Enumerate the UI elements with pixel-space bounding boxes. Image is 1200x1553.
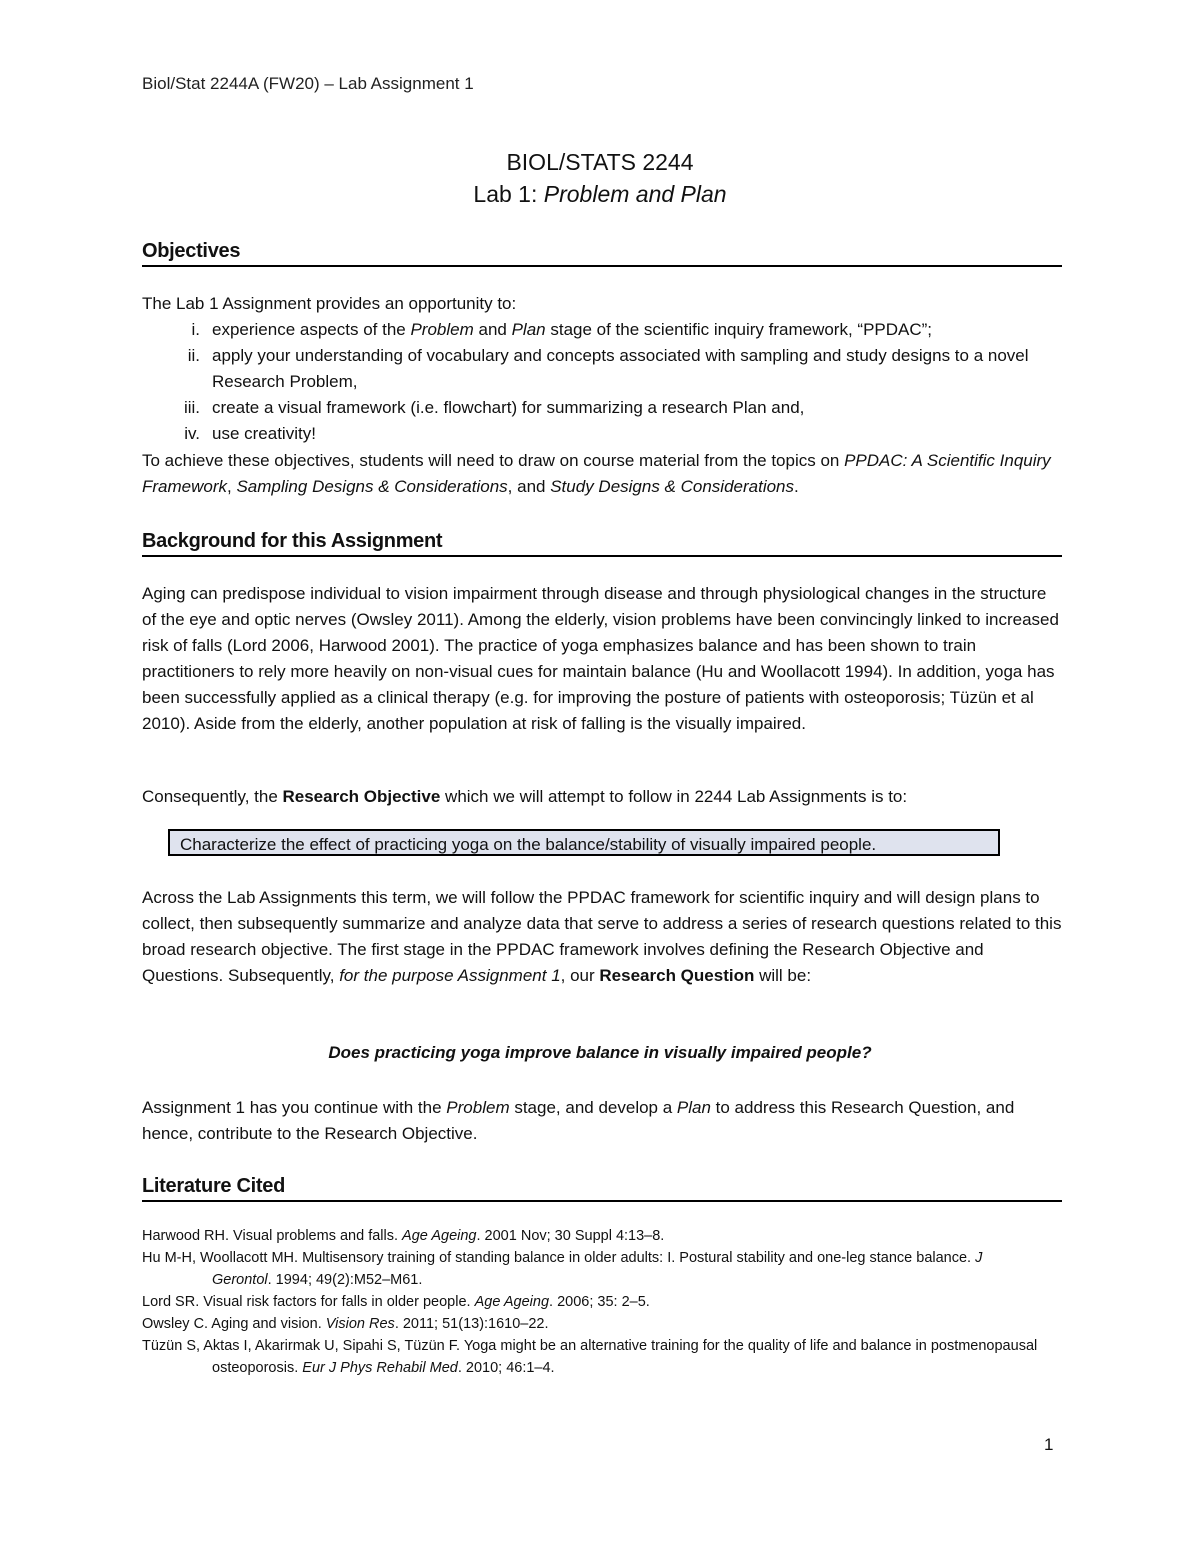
para-italic: Plan	[676, 1098, 711, 1117]
running-header: Biol/Stat 2244A (FW20) – Lab Assignment 1	[142, 74, 474, 93]
ref-text: . 2001 Nov; 30 Suppl 4:13–8.	[476, 1228, 665, 1244]
para-text: will be:	[754, 966, 812, 985]
lab-title-prefix: Lab 1:	[473, 181, 544, 207]
list-item	[142, 421, 1062, 447]
list-item-text: and	[473, 320, 512, 339]
list-item-text: create a visual framework (i.e. flowchart) for summarizing a research Plan and,	[212, 398, 805, 417]
closing-topic: Study Designs & Considerations	[550, 477, 795, 496]
closing-topic: Sampling Designs & Considerations	[236, 477, 508, 496]
list-item-number: ii.	[187, 346, 200, 365]
list-item-italic: Plan	[511, 320, 546, 339]
ref-text: Lord SR. Visual risk factors for falls in older people.	[142, 1294, 475, 1310]
reference-item	[142, 1291, 1042, 1313]
page-number: 1	[1044, 1435, 1054, 1454]
course-title: BIOL/STATS 2244	[506, 149, 694, 175]
list-item-text: apply your understanding of vocabulary and concepts associated with sampling and study designs to a novel Research Problem,	[212, 346, 1029, 391]
list-item-italic: Problem	[410, 320, 474, 339]
reference-item	[142, 1335, 1042, 1379]
para-italic: Problem	[446, 1098, 510, 1117]
objectives-heading: Objectives	[142, 240, 1062, 267]
para-text: Across the Lab Assignments this term, we will follow the PPDAC framework for scientific inquiry and will design plans to collect, then subsequently summarize and analyze data that serve to address a series of research questions related to this broad research objective. The first stage in the PPDAC framework involves defining the Research Objective and Questions. Subsequently,	[142, 888, 1062, 985]
closing-text: ,	[227, 477, 237, 496]
closing-text: To achieve these objectives, students will need to draw on course material from the topics on	[142, 451, 845, 470]
ref-journal: Age Ageing	[402, 1228, 477, 1244]
objectives-intro: The Lab 1 Assignment provides an opportunity to:	[142, 294, 517, 313]
research-question: Does practicing yoga improve balance in visually impaired people?	[328, 1043, 872, 1062]
research-objective-box: Characterize the effect of practicing yoga on the balance/stability of visually impaired people.	[168, 829, 1000, 856]
ref-journal: Eur J Phys Rehabil Med	[302, 1360, 458, 1376]
list-item	[142, 317, 1062, 343]
literature-heading: Literature Cited	[142, 1175, 1062, 1202]
ref-text: . 2006; 35: 2–5.	[549, 1294, 650, 1310]
para-text: , our	[560, 966, 600, 985]
research-objective-term: Research Objective	[282, 787, 441, 806]
background-heading: Background for this Assignment	[142, 530, 1062, 557]
objectives-closing	[142, 448, 1062, 500]
list-item-text: experience aspects of the	[212, 320, 411, 339]
background-paragraph-3	[142, 885, 1062, 989]
para-italic: for the purpose Assignment 1	[339, 966, 561, 985]
para-text: which we will attempt to follow in 2244 Lab Assignments is to:	[440, 787, 908, 806]
research-question-term: Research Question	[599, 966, 755, 985]
title-block	[0, 146, 1200, 210]
closing-topic: PPDAC: A Scientific Inquiry Framework	[142, 451, 1051, 496]
background-paragraph-1: Aging can predispose individual to vision impairment through disease and through physiological changes in the structure of the eye and optic nerves (Owsley 2011). Among the elderly, vision problems have been convincingly linked to increased risk of falls (Lord 2006, Harwood 2001). The practice of yoga emphasizes balance and has been shown to train practitioners to rely more heavily on non-visual cues for maintain balance (Hu and Woollacott 1994). In addition, yoga has been successfully applied as a clinical therapy (e.g. for improving the posture of patients with osteoporosis; Tüzün et al 2010). Aside from the elderly, another population at risk of falling is the visually impaired.	[142, 584, 1059, 733]
ref-text: Tüzün S, Aktas I, Akarirmak U, Sipahi S, Tüzün F. Yoga might be an alternative training for the quality of life and balance in postmenopausal osteoporosis.	[142, 1338, 1038, 1376]
para-text: to address this Research Question, and hence, contribute to the Research Objective.	[142, 1098, 1015, 1143]
list-item-text: use creativity!	[212, 424, 316, 443]
lab-title	[0, 178, 1200, 210]
ref-text: . 2011; 51(13):1610–22.	[394, 1316, 549, 1332]
ref-journal: J Gerontol	[212, 1250, 983, 1288]
ref-journal: Vision Res	[325, 1316, 395, 1332]
background-paragraph-2	[142, 784, 1062, 810]
lab-title-italic: Problem and Plan	[543, 181, 727, 207]
list-item-number: i.	[191, 320, 200, 339]
background-paragraph-4	[142, 1095, 1062, 1147]
ref-text: . 1994; 49(2):M52–M61.	[267, 1272, 423, 1288]
objectives-list	[142, 317, 1062, 447]
ref-text: Hu M-H, Woollacott MH. Multisensory training of standing balance in older adults: I. Postural stability and one-leg stance balance.	[142, 1250, 976, 1266]
list-item-text: stage of the scientific inquiry framework, “PPDAC”;	[545, 320, 933, 339]
reference-item	[142, 1247, 1042, 1291]
list-item-number: iii.	[183, 398, 200, 417]
ref-text: Harwood RH. Visual problems and falls.	[142, 1228, 403, 1244]
ref-text: Owsley C. Aging and vision.	[142, 1316, 326, 1332]
reference-list	[142, 1225, 1042, 1379]
para-text: stage, and develop a	[509, 1098, 677, 1117]
closing-text: .	[794, 477, 799, 496]
para-text: Consequently, the	[142, 787, 283, 806]
para-text: Assignment 1 has you continue with the	[142, 1098, 447, 1117]
reference-item	[142, 1225, 1042, 1247]
list-item	[142, 343, 1062, 395]
list-item	[142, 395, 1062, 421]
ref-journal: Age Ageing	[474, 1294, 550, 1310]
closing-text: , and	[507, 477, 551, 496]
list-item-number: iv.	[184, 424, 200, 443]
ref-text: . 2010; 46:1–4.	[457, 1360, 555, 1376]
reference-item	[142, 1313, 1042, 1335]
